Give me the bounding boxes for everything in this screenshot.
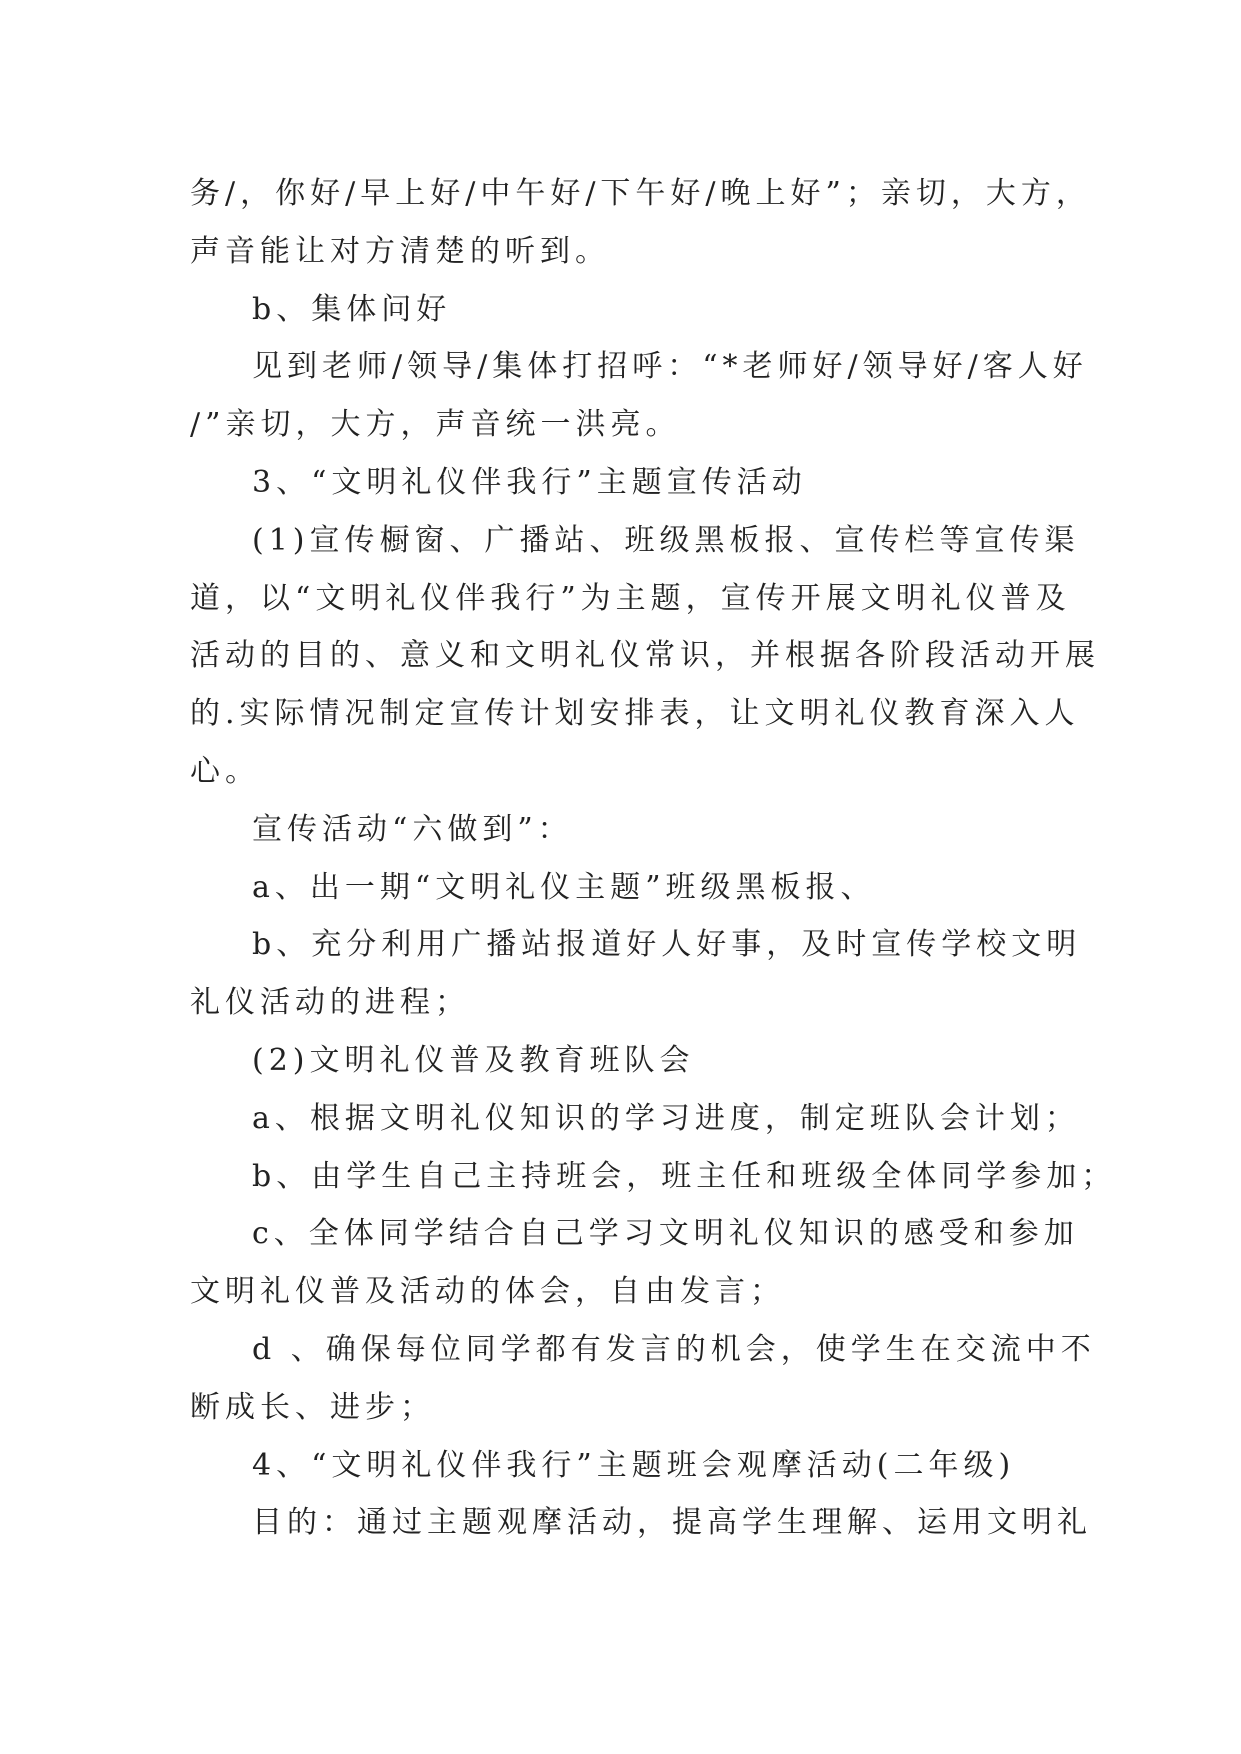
paragraph-line: 务/，你好/早上好/中午好/下午好/晚上好”；亲切，大方，	[190, 176, 1091, 211]
paragraph-line: 断成长、进步；	[190, 1389, 435, 1425]
paragraph-line: 礼仪活动的进程；	[190, 985, 470, 1021]
list-item-line: d 、确保每位同学都有发言的机会，使学生在交流中不	[252, 1331, 1096, 1367]
section-heading: 4、“文明礼仪伴我行”主题班会观摩活动(二年级)	[252, 1447, 1016, 1483]
section-heading: 3、“文明礼仪伴我行”主题宣传活动	[252, 464, 807, 500]
paragraph-line: 文明礼仪普及活动的体会，自由发言；	[190, 1274, 785, 1310]
document-body	[190, 165, 1117, 1552]
paragraph-line: 声音能让对方清楚的听到。	[190, 233, 610, 269]
subsection-heading: (2)文明礼仪普及教育班队会	[252, 1042, 695, 1078]
list-item-line: b、充分利用广播站报道好人好事，及时宣传学校文明	[252, 927, 1082, 963]
paragraph-line: 宣传活动“六做到”：	[252, 811, 573, 847]
paragraph-line: 目的：通过主题观摩活动，提高学生理解、运用文明礼	[252, 1505, 1092, 1541]
paragraph-line: 见到老师/领导/集体打招呼：“*老师好/领导好/客人好	[252, 349, 1088, 385]
list-item-line: c、全体同学结合自己学习文明礼仪知识的感受和参加	[252, 1216, 1079, 1252]
list-item-line: a、出一期“文明礼仪主题”班级黑板报、	[252, 869, 876, 905]
list-item-line: a、根据文明礼仪知识的学习进度，制定班队会计划；	[252, 1100, 1080, 1136]
list-item-line: b、由学生自己主持班会，班主任和班级全体同学参加；	[252, 1158, 1117, 1194]
paragraph-line: 的.实际情况制定宣传计划安排表，让文明礼仪教育深入人	[190, 696, 1080, 732]
paragraph-line: 道，以“文明礼仪伴我行”为主题，宣传开展文明礼仪普及	[190, 580, 1071, 616]
list-item-line: b、集体问好	[252, 291, 452, 327]
paragraph-line: /”亲切，大方，声音统一洪亮。	[190, 407, 681, 443]
paragraph-line: 心。	[190, 753, 260, 789]
paragraph-line: (1)宣传橱窗、广播站、班级黑板报、宣传栏等宣传渠	[252, 522, 1080, 558]
paragraph-line: 活动的目的、意义和文明礼仪常识，并根据各阶段活动开展	[190, 638, 1100, 674]
